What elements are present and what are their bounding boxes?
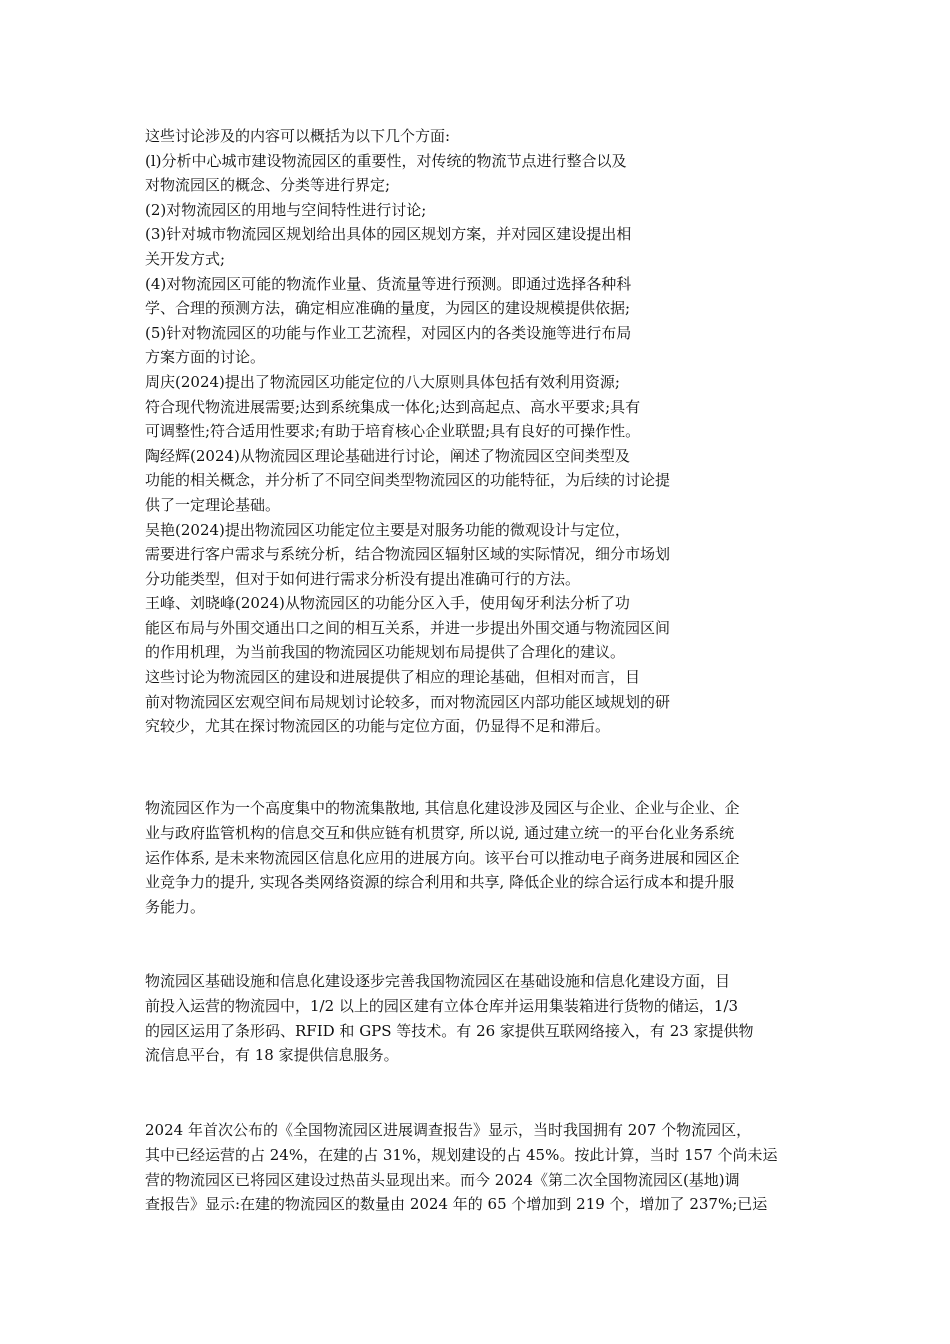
text-line: 业与政府监管机构的信息交互和供应链有机贯穿, 所以说, 通过建立统一的平台化业务系统 xyxy=(145,823,735,842)
paragraph-survey-report xyxy=(145,1118,778,1217)
text-line: 符合现代物流进展需要;达到系统集成一体化;达到高起点、高水平要求;具有 xyxy=(145,397,641,416)
text-line: 这些讨论为物流园区的建设和进展提供了相应的理论基础，但相对而言，目 xyxy=(145,668,641,687)
text-line: 这些讨论涉及的内容可以概括为以下几个方面: xyxy=(145,127,451,145)
text-line: 功能的相关概念，并分析了不同空间类型物流园区的功能特征，为后续的讨论提 xyxy=(145,471,671,490)
text-line: 营的物流园区已将园区建设过热苗头显现出来。而今 2024《第二次全国物流园区(基地)调 xyxy=(145,1170,740,1189)
text-line: 其中已经运营的占 24%，在建的占 31%，规划建设的占 45%。按此计算，当时 157 个尚未运 xyxy=(145,1145,778,1164)
text-line: 陶经辉(2024)从物流园区理论基础进行讨论，阐述了物流园区空间类型及 xyxy=(145,446,630,465)
text-line: 物流园区基础设施和信息化建设逐步完善我国物流园区在基础设施和信息化建设方面，目 xyxy=(145,972,731,990)
paragraph-informatization xyxy=(145,796,740,920)
text-line: 前投入运营的物流园中，1/2 以上的园区建有立体仓库并运用集装箱进行货物的储运，1/3 xyxy=(145,996,739,1015)
paragraph-infrastructure xyxy=(145,969,754,1068)
text-line: 究较少，尤其在探讨物流园区的功能与定位方面，仍显得不足和滞后。 xyxy=(145,717,611,736)
text-line: 查报告》显示:在建的物流园区的数量由 2024 年的 65 个增加到 219 个，增加了 237%;已运 xyxy=(145,1195,768,1214)
text-line: (4)对物流园区可能的物流作业量、货流量等进行预测。即通过选择各种科 xyxy=(145,274,632,293)
text-line: 运作体系, 是未来物流园区信息化应用的进展方向。该平台可以推动电子商务进展和园区企 xyxy=(145,848,740,867)
text-line: 供了一定理论基础。 xyxy=(145,495,281,514)
text-line: 能区布局与外围交通出口之间的相互关系，并进一步提出外围交通与物流园区间 xyxy=(145,618,671,637)
text-line: (5)针对物流园区的功能与作业工艺流程，对园区内的各类设施等进行布局 xyxy=(145,323,632,342)
text-line: 物流园区作为一个高度集中的物流集散地, 其信息化建设涉及园区与企业、企业与企业、企 xyxy=(145,799,740,817)
text-line: (2)对物流园区的用地与空间特性进行讨论; xyxy=(145,200,427,219)
text-line: 的作用机理，为当前我国的物流园区功能规划布局提供了合理化的建议。 xyxy=(145,643,626,662)
text-line: 对物流园区的概念、分类等进行界定; xyxy=(145,176,391,195)
text-line: 2024 年首次公布的《全国物流园区进展调查报告》显示，当时我国拥有 207 个物流园区， xyxy=(145,1121,752,1139)
text-line: 业竞争力的提升, 实现各类网络资源的综合利用和共享, 降低企业的综合运行成本和提升服 xyxy=(145,873,735,892)
text-line: 的园区运用了条形码、RFID 和 GPS 等技术。有 26 家提供互联网络接入，有 23 家提供物 xyxy=(145,1021,754,1040)
text-line: 周庆(2024)提出了物流园区功能定位的八大原则具体包括有效利用资源; xyxy=(145,372,620,391)
text-line: 流信息平台，有 18 家提供信息服务。 xyxy=(145,1046,399,1065)
text-line: 需要进行客户需求与系统分析，结合物流园区辐射区域的实际情况，细分市场划 xyxy=(145,545,671,564)
text-line: 务能力。 xyxy=(145,898,206,917)
text-line: (3)针对城市物流园区规划给出具体的园区规划方案，并对园区建设提出相 xyxy=(145,225,632,244)
text-line: 关开发方式; xyxy=(145,249,226,268)
text-line: (l)分析中心城市建设物流园区的重要性，对传统的物流节点进行整合以及 xyxy=(145,151,627,170)
text-line: 王峰、刘晓峰(2024)从物流园区的功能分区入手，使用匈牙利法分析了功 xyxy=(145,594,630,613)
text-line: 可调整性;符合适用性要求;有助于培育核心企业联盟;具有良好的可操作性。 xyxy=(145,422,641,441)
text-line: 学、合理的预测方法，确定相应准确的量度，为园区的建设规模提供依据; xyxy=(145,299,631,318)
text-line: 吴艳(2024)提出物流园区功能定位主要是对服务功能的微观设计与定位， xyxy=(145,520,630,539)
text-line: 方案方面的讨论。 xyxy=(145,348,266,367)
paragraph-literature-review xyxy=(145,124,670,739)
text-line: 分功能类型，但对于如何进行需求分析没有提出准确可行的方法。 xyxy=(145,569,581,588)
text-line: 前对物流园区宏观空间布局规划讨论较多，而对物流园区内部功能区域规划的研 xyxy=(145,692,671,711)
